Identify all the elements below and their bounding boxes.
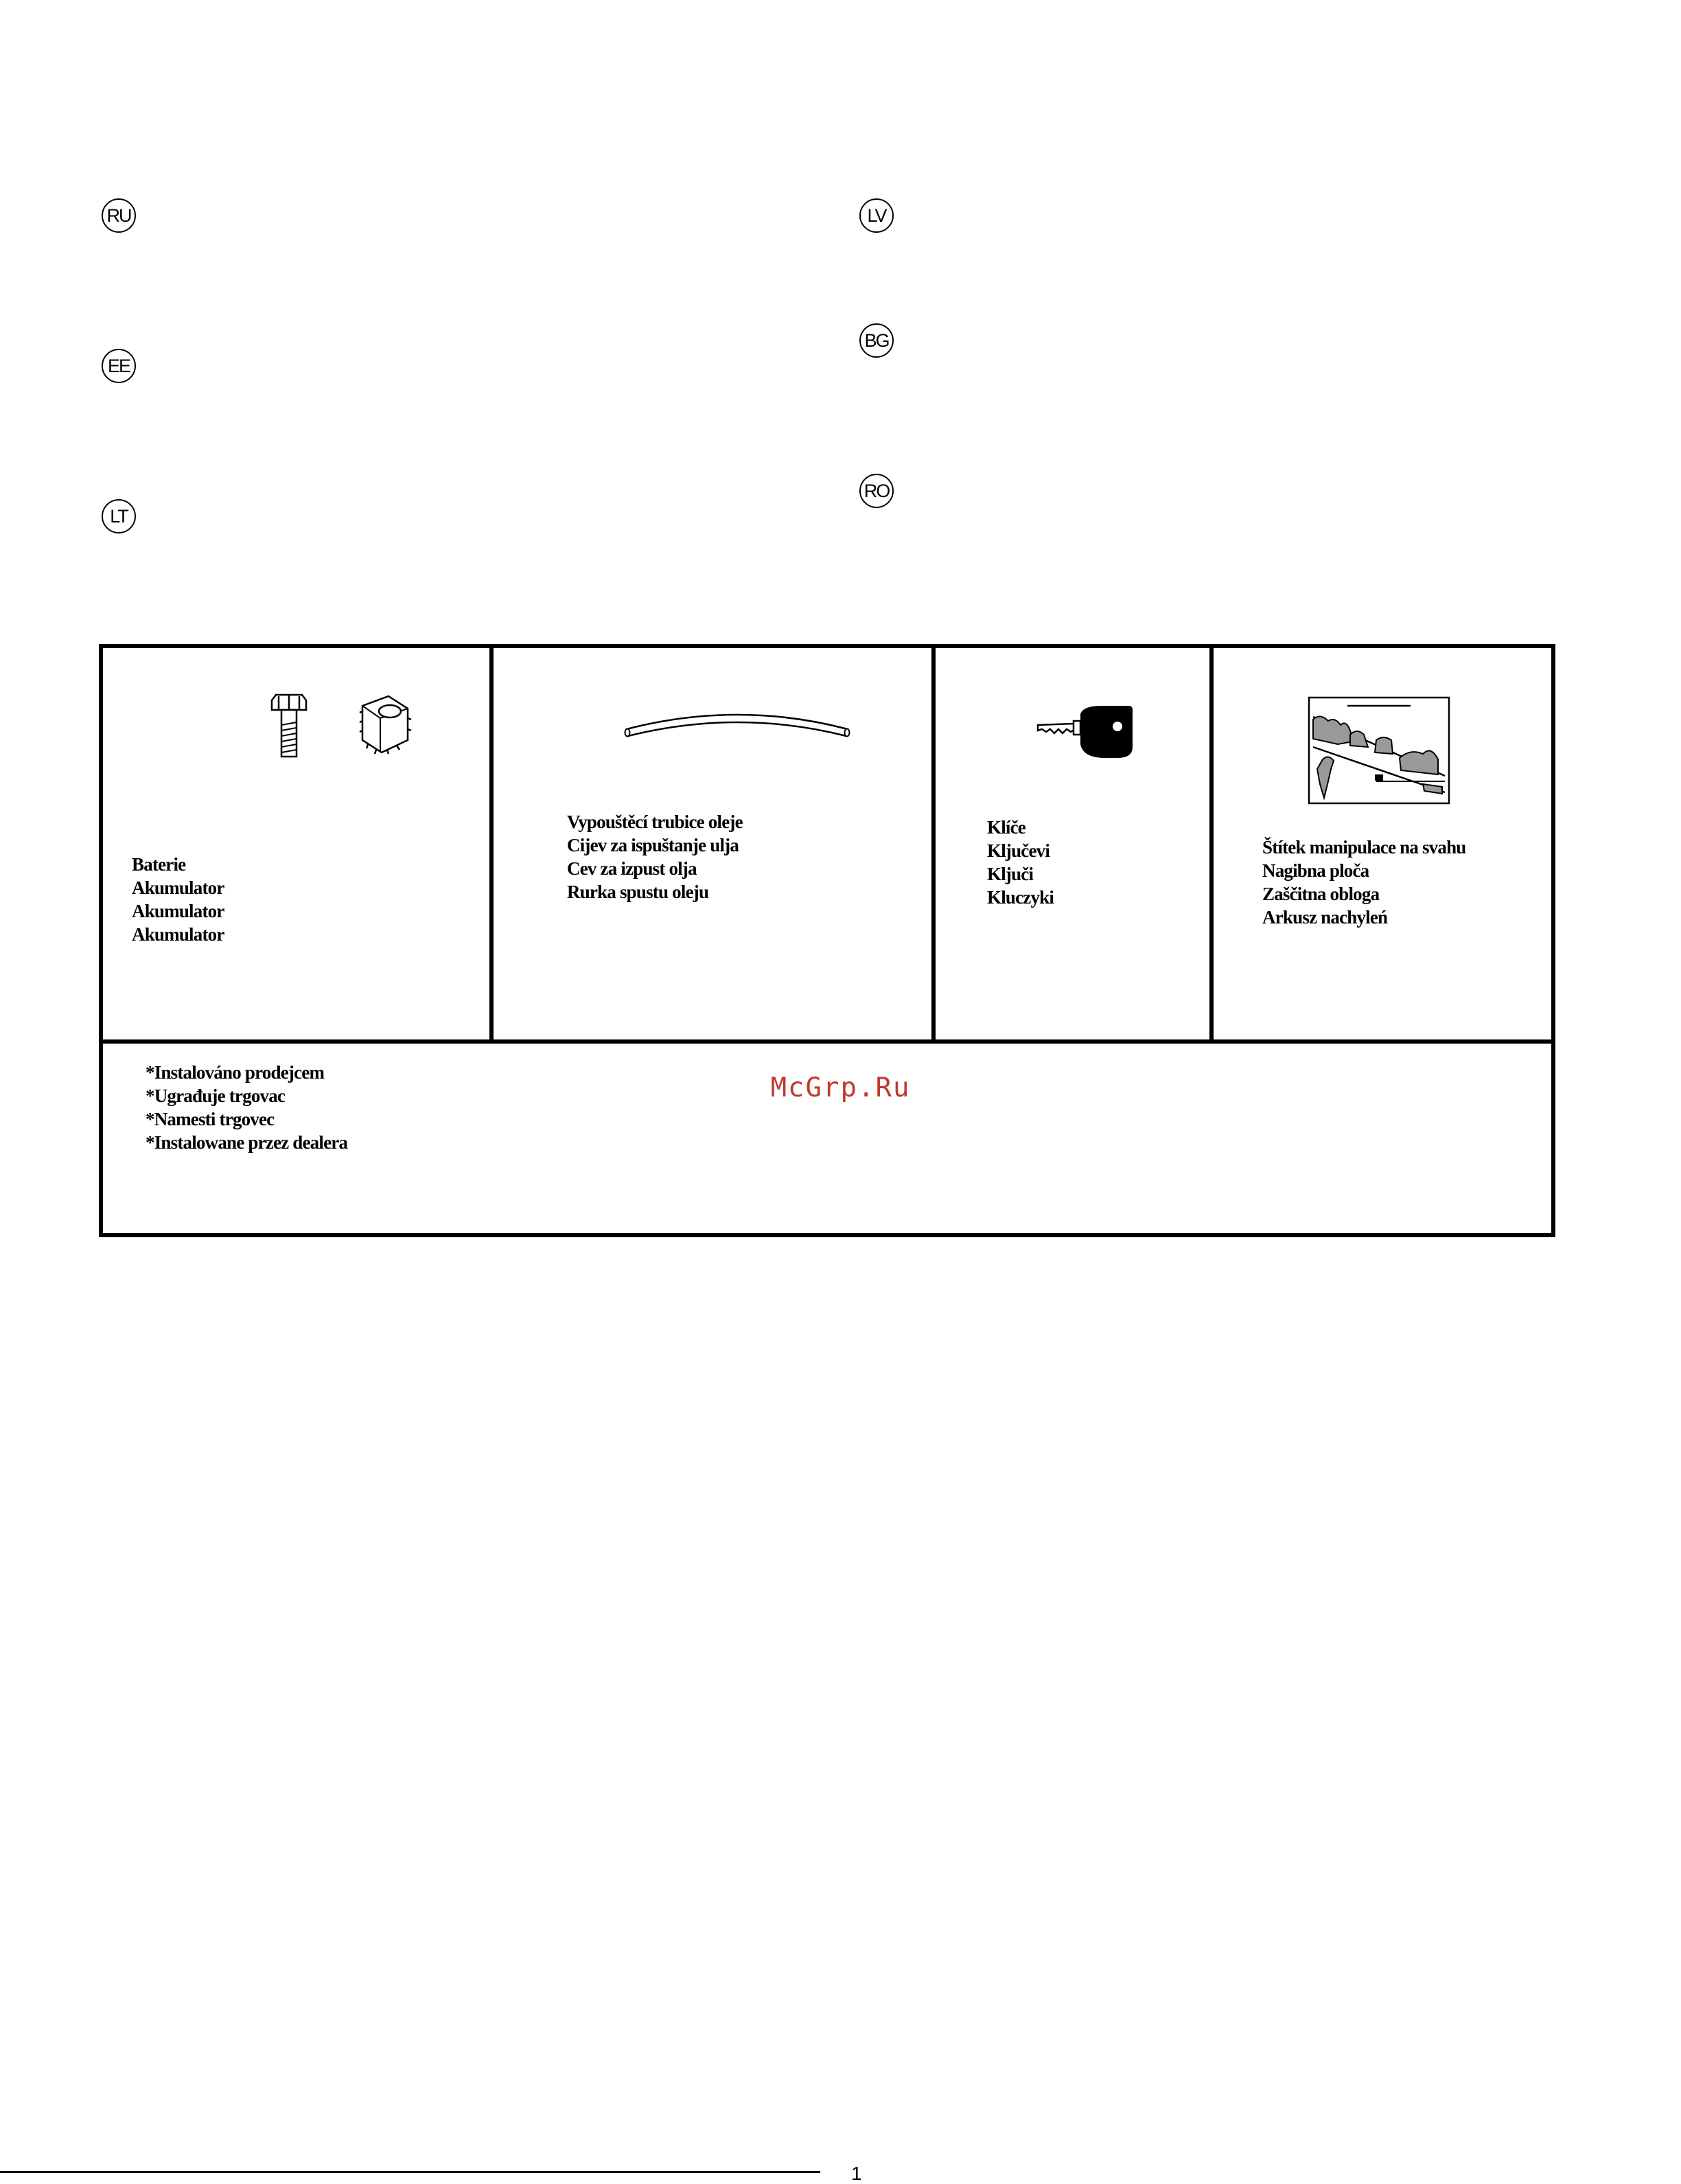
lang-code-ro: RO [859,474,894,508]
key-icon [1035,706,1138,761]
page-number: 1 [851,2163,862,2184]
parts-table [99,644,1555,1237]
footnote-line: *Instalováno prodejcem [146,1062,325,1083]
bottom-rule [0,2171,820,2173]
slope-guide-illustration [1308,696,1452,806]
part-label: Zaščitna obloga [1262,884,1380,904]
lang-code-bg: BG [859,323,894,358]
nut-icon [360,696,411,754]
part-label: Nagibna ploča [1262,860,1369,881]
lang-code-ee: EE [102,349,136,383]
part-label: Cev za izpust olja [567,858,697,879]
bolt-icon [272,695,306,757]
column-divider [489,648,494,1039]
part-label: Baterie [132,854,186,875]
bolt-and-nut-illustration [266,691,424,766]
part-label: Vypouštěcí trubice oleje [567,812,743,832]
row-divider [103,1039,1551,1044]
oil-drain-tube-labels [567,810,743,904]
watermark: McGrp.Ru [770,1072,911,1103]
drain-tube-illustration [621,706,855,740]
part-label: Kluczyki [987,887,1054,908]
lang-code-ru: RU [102,198,136,233]
footnote-line: *Namesti trgovec [146,1109,275,1129]
part-label: Akumulator [132,901,224,921]
slope-guide-labels [1262,836,1466,929]
part-label: Akumulator [132,877,224,898]
part-label: Štítek manipulace na svahu [1262,837,1466,858]
part-label: Rurka spustu oleju [567,882,709,902]
battery-labels [132,853,224,946]
part-label: Ključevi [987,840,1050,861]
footnote-line: *Instalowane przez dealera [146,1132,348,1153]
lang-code-lv: LV [859,198,894,233]
part-label: Ključi [987,864,1034,884]
part-label: Cijev za ispuštanje ulja [567,835,739,855]
part-label: Akumulator [132,924,224,945]
part-label: Klíče [987,817,1025,838]
keys-labels [987,816,1054,909]
footnote-line: *Ugrađuje trgovac [146,1085,286,1106]
lang-code-lt: LT [102,499,136,533]
column-divider [931,648,936,1039]
part-label: Arkusz nachyleń [1262,907,1388,928]
column-divider [1209,648,1214,1039]
